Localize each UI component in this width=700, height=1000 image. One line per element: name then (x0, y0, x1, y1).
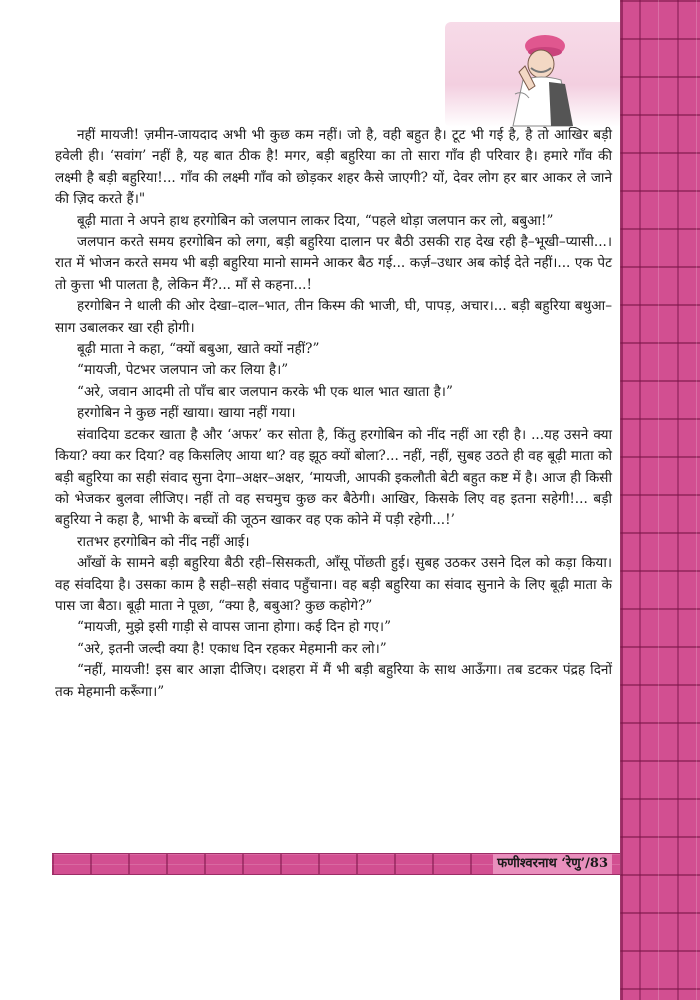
footer-band (52, 853, 620, 875)
greeting-man-illustration (445, 22, 620, 127)
paragraph: बूढ़ी माता ने अपने हाथ हरगोबिन को जलपान लाकर दिया, “पहले थोड़ा जलपान कर लो, बबुआ!” (77, 212, 554, 229)
paragraph: संवादिया डटकर खाता है और ‘अफर’ कर सोता है, किंतु हरगोबिन को नींद नहीं आ रही है। ...यह उसने क्या किया? क्या कर दिया? वह किसलिए आया था? वह झूठ क्यों बोला?... नहीं, नहीं, सुबह उठते ही वह बूढ़ी माता को बड़ी बहुरिया का सही संवाद सुना देगा–अक्षर–अक्षर, ‘मायजी, आपकी इकलौती बेटी बहुत कष्ट में है। आज ही किसी को भेजकर बुलवा लीजिए। नहीं तो वह सचमुच कुछ कर बैठेगी। आखिर, किसके लिए वह इतना सहेगी!... बड़ी बहुरिया ने कहा है, भाभी के बच्चों की जूठन खाकर वह एक कोने में पड़ी रहेगी...!’ (55, 426, 612, 529)
pink-brick-border (620, 0, 700, 1000)
dialogue-line: “मायजी, पेटभर जलपान जो कर लिया है।” (77, 362, 289, 379)
story-text (55, 125, 612, 703)
paragraph: बूढ़ी माता ने कहा, “क्यों बबुआ, खाते क्यों नहीं?” (77, 341, 320, 358)
paragraph: हरगोबिन ने थाली की ओर देखा–दाल–भात, तीन किस्म की भाजी, घी, पापड़, अचार।... बड़ी बहुरिया बथुआ–साग उबालकर खा रही होगी। (55, 298, 612, 336)
paragraph: हरगोबिन ने कुछ नहीं खाया। खाया नहीं गया। (77, 405, 296, 422)
namaste-figure-icon (485, 28, 595, 128)
dialogue-line: “अरे, इतनी जल्दी क्या है! एकाध दिन रहकर मेहमानी कर लो।” (77, 640, 387, 657)
paragraph: रातभर हरगोबिन को नींद नहीं आई। (77, 533, 250, 550)
paragraph: आँखों के सामने बड़ी बहुरिया बैठी रही–सिसकती, आँसू पोंछती हुई। सुबह उठकर उसने दिल को कड़ा किया। वह संवदिया है। उसका काम है सही–सही संवाद पहुँचाना। वह बड़ी बहुरिया का संवाद सुनाने के लिए बूढ़ी माता के पास जा बैठा। बूढ़ी माता ने पूछा, “क्या है, बबुआ? कुछ कहोगे?” (55, 555, 612, 614)
paragraph: नहीं मायजी! ज़मीन-जायदाद अभी भी कुछ कम नहीं। जो है, वही बहुत है। टूट भी गई है, है तो आखिर बड़ी हवेली ही। ‘सवांग’ नहीं है, यह बात ठीक है! मगर, बड़ी बहुरिया का तो सारा गाँव ही परिवार है। हमारे गाँव की लक्ष्मी है बड़ी बहुरिया!... गाँव की लक्ष्मी गाँव को छोड़कर शहर कैसे जाएगी? यों, देवर लोग हर बार आकर ले जाने की ज़िद करते हैं।" (55, 127, 612, 208)
dialogue-line: “मायजी, मुझे इसी गाड़ी से वापस जाना होगा। कई दिन हो गए।” (77, 619, 392, 636)
paragraph: जलपान करते समय हरगोबिन को लगा, बड़ी बहुरिया दालान पर बैठी उसकी राह देख रही है–भूखी–प्यासी...। रात में भोजन करते समय भी बड़ी बहुरिया मानो सामने आकर बैठ गई... कर्ज़–उधार अब कोई देते नहीं।... एक पेट तो कुत्ता भी पालता है, लेकिन मैं?... माँ से कहना...! (55, 234, 612, 293)
dialogue-line: “अरे, जवान आदमी तो पाँच बार जलपान करके भी एक थाल भात खाता है।” (77, 383, 453, 400)
dialogue-line: “नहीं, मायजी! इस बार आज्ञा दीजिए। दशहरा में मैं भी बड़ी बहुरिया के साथ आऊँगा। तब डटकर पंद्रह दिनों तक मेहमानी करूँगा।” (55, 662, 612, 700)
author-page-number: फणीश्वरनाथ ‘रेणु’/83 (493, 854, 612, 874)
